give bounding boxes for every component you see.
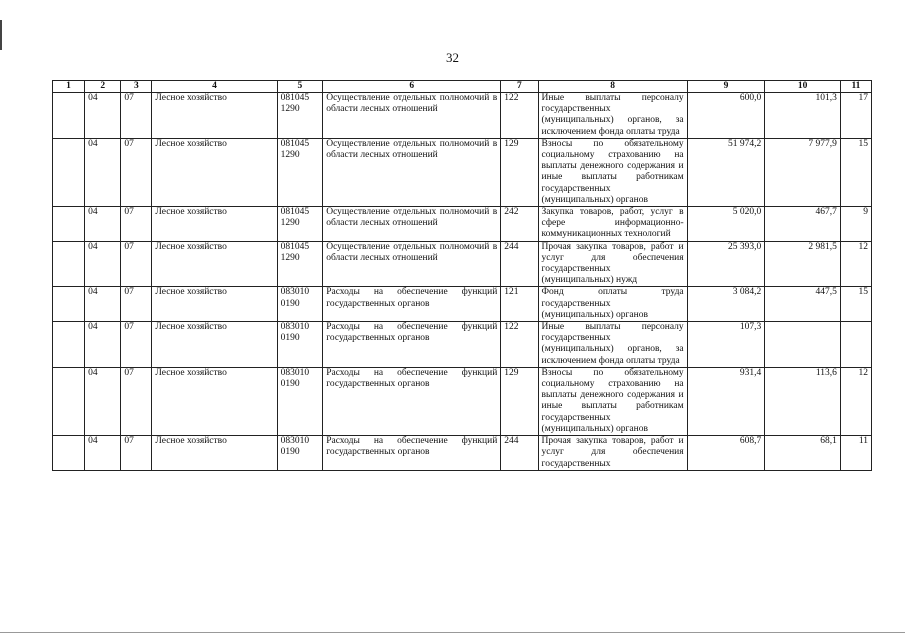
actual-amount-cell: 447,5	[765, 287, 841, 322]
column-header-1: 1	[53, 81, 85, 93]
target-article-cell: 081045 1290	[277, 93, 323, 139]
percent-cell: 15	[840, 138, 871, 206]
expense-type-cell: 244	[501, 241, 538, 287]
section-name-cell: Лесное хозяйство	[152, 436, 277, 471]
target-article-cell: 083010 0190	[277, 287, 323, 322]
article-name-cell: Осуществление отдельных полномочий в области лесных отношений	[323, 138, 501, 206]
subsection-code-cell: 07	[121, 241, 152, 287]
section-name-cell: Лесное хозяйство	[152, 138, 277, 206]
plan-amount-cell: 608,7	[687, 436, 765, 471]
actual-amount-cell: 467,7	[765, 207, 841, 242]
header-row	[53, 81, 872, 93]
target-article-cell: 081045 1290	[277, 138, 323, 206]
target-article-cell: 081045 1290	[277, 207, 323, 242]
actual-amount-cell: 101,3	[765, 93, 841, 139]
percent-cell: 12	[840, 367, 871, 435]
target-article-cell: 081045 1290	[277, 241, 323, 287]
plan-amount-cell: 51 974,2	[687, 138, 765, 206]
column-1-cell	[53, 287, 85, 322]
section-code-cell: 04	[85, 367, 121, 435]
plan-amount-cell: 3 084,2	[687, 287, 765, 322]
expense-type-name-cell: Фонд оплаты труда государственных (муниципальных) органов	[538, 287, 687, 322]
plan-amount-cell: 107,3	[687, 322, 765, 368]
table-row	[53, 322, 872, 368]
page-number: 32	[446, 50, 459, 65]
column-1-cell	[53, 207, 85, 242]
article-name-cell: Расходы на обеспечение функций государственных органов	[323, 367, 501, 435]
column-1-cell	[53, 367, 85, 435]
table-row	[53, 138, 872, 206]
column-1-cell	[53, 138, 85, 206]
subsection-code-cell: 07	[121, 322, 152, 368]
section-code-cell: 04	[85, 287, 121, 322]
expense-type-name-cell: Взносы по обязательному социальному страхованию на выплаты денежного содержания и иные выплаты работникам государственных (муниципальных) органов	[538, 367, 687, 435]
section-name-cell: Лесное хозяйство	[152, 241, 277, 287]
article-name-cell: Расходы на обеспечение функций государственных органов	[323, 287, 501, 322]
subsection-code-cell: 07	[121, 287, 152, 322]
plan-amount-cell: 600,0	[687, 93, 765, 139]
actual-amount-cell: 2 981,5	[765, 241, 841, 287]
table-row	[53, 287, 872, 322]
margin-mark	[0, 20, 2, 50]
target-article-cell: 083010 0190	[277, 322, 323, 368]
actual-amount-cell: 68,1	[765, 436, 841, 471]
expense-type-cell: 244	[501, 436, 538, 471]
column-1-cell	[53, 241, 85, 287]
expense-type-name-cell: Иные выплаты персоналу государственных (муниципальных) органов, за исключением фонда оплаты труда	[538, 322, 687, 368]
budget-table	[52, 80, 872, 471]
article-name-cell: Осуществление отдельных полномочий в области лесных отношений	[323, 241, 501, 287]
table-row	[53, 367, 872, 435]
section-code-cell: 04	[85, 207, 121, 242]
plan-amount-cell: 5 020,0	[687, 207, 765, 242]
column-header-8: 8	[538, 81, 687, 93]
column-header-6: 6	[323, 81, 501, 93]
section-name-cell: Лесное хозяйство	[152, 287, 277, 322]
column-header-5: 5	[277, 81, 323, 93]
column-header-10: 10	[765, 81, 841, 93]
expense-type-cell: 121	[501, 287, 538, 322]
section-code-cell: 04	[85, 241, 121, 287]
article-name-cell: Расходы на обеспечение функций государственных органов	[323, 322, 501, 368]
article-name-cell: Расходы на обеспечение функций государственных органов	[323, 436, 501, 471]
column-header-11: 11	[840, 81, 871, 93]
section-code-cell: 04	[85, 93, 121, 139]
column-1-cell	[53, 322, 85, 368]
actual-amount-cell	[765, 322, 841, 368]
subsection-code-cell: 07	[121, 436, 152, 471]
expense-type-name-cell: Закупка товаров, работ, услуг в сфере информационно-коммуникационных технологий	[538, 207, 687, 242]
expense-type-name-cell: Взносы по обязательному социальному страхованию на выплаты денежного содержания и иные выплаты работникам государственных (муниципальных) органов	[538, 138, 687, 206]
section-code-cell: 04	[85, 138, 121, 206]
target-article-cell: 083010 0190	[277, 436, 323, 471]
column-header-7: 7	[501, 81, 538, 93]
expense-type-cell: 122	[501, 322, 538, 368]
expense-type-name-cell: Прочая закупка товаров, работ и услуг для обеспечения государственных	[538, 436, 687, 471]
expense-type-cell: 122	[501, 93, 538, 139]
percent-cell: 15	[840, 287, 871, 322]
table-row	[53, 241, 872, 287]
subsection-code-cell: 07	[121, 93, 152, 139]
column-header-2: 2	[85, 81, 121, 93]
table-row	[53, 93, 872, 139]
table-body	[53, 93, 872, 471]
bottom-rule	[0, 632, 905, 633]
column-header-3: 3	[121, 81, 152, 93]
expense-type-cell: 129	[501, 367, 538, 435]
target-article-cell: 083010 0190	[277, 367, 323, 435]
subsection-code-cell: 07	[121, 207, 152, 242]
section-code-cell: 04	[85, 436, 121, 471]
percent-cell	[840, 322, 871, 368]
plan-amount-cell: 931,4	[687, 367, 765, 435]
percent-cell: 9	[840, 207, 871, 242]
article-name-cell: Осуществление отдельных полномочий в области лесных отношений	[323, 207, 501, 242]
plan-amount-cell: 25 393,0	[687, 241, 765, 287]
actual-amount-cell: 7 977,9	[765, 138, 841, 206]
column-header-9: 9	[687, 81, 765, 93]
section-name-cell: Лесное хозяйство	[152, 93, 277, 139]
section-code-cell: 04	[85, 322, 121, 368]
section-name-cell: Лесное хозяйство	[152, 322, 277, 368]
percent-cell: 17	[840, 93, 871, 139]
subsection-code-cell: 07	[121, 367, 152, 435]
section-name-cell: Лесное хозяйство	[152, 207, 277, 242]
table-row	[53, 207, 872, 242]
percent-cell: 11	[840, 436, 871, 471]
article-name-cell: Осуществление отдельных полномочий в области лесных отношений	[323, 93, 501, 139]
section-name-cell: Лесное хозяйство	[152, 367, 277, 435]
expense-type-cell: 129	[501, 138, 538, 206]
column-1-cell	[53, 93, 85, 139]
percent-cell: 12	[840, 241, 871, 287]
expense-type-name-cell: Иные выплаты персоналу государственных (муниципальных) органов, за исключением фонда оплаты труда	[538, 93, 687, 139]
expense-type-name-cell: Прочая закупка товаров, работ и услуг для обеспечения государственных (муниципальных) нужд	[538, 241, 687, 287]
expense-type-cell: 242	[501, 207, 538, 242]
column-header-4: 4	[152, 81, 277, 93]
subsection-code-cell: 07	[121, 138, 152, 206]
table-row	[53, 436, 872, 471]
column-1-cell	[53, 436, 85, 471]
actual-amount-cell: 113,6	[765, 367, 841, 435]
